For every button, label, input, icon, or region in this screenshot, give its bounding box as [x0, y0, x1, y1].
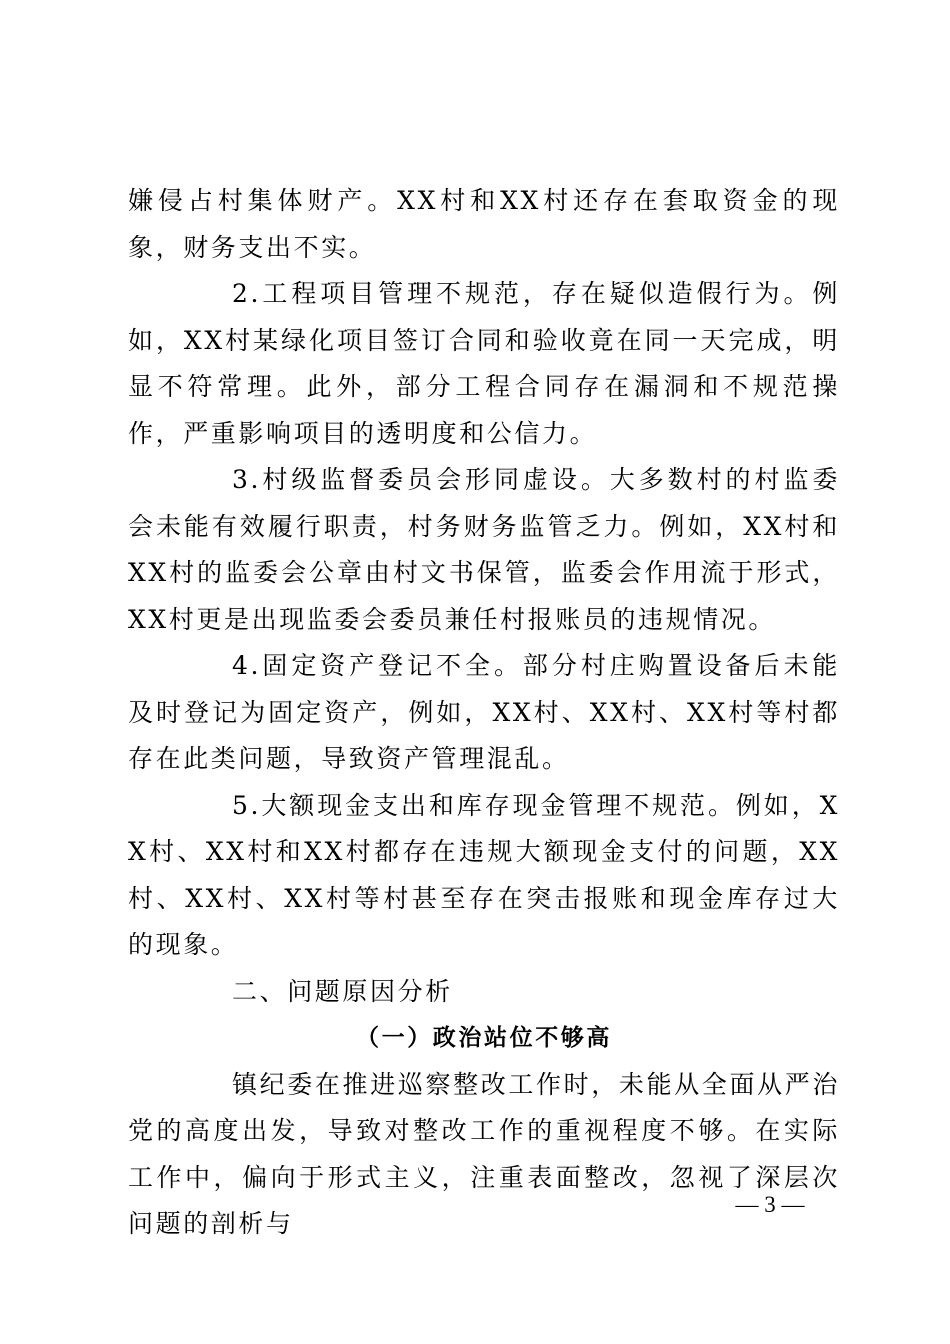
closing-paragraph: 镇纪委在推进巡察整改工作时，未能从全面从严治党的高度出发，导致对整改工作的重视程度不够。在实际工作中，偏向于形式主义，注重表面整改，忽视了深层次问题的剖析与: [128, 1069, 840, 1238]
page-number: — 3 —: [735, 1192, 805, 1217]
section-heading: 二、问题原因分析: [232, 976, 453, 1006]
paragraph-item-5: 5.大额现金支出和库存现金管理不规范。例如，XX村、XX村和XX村都存在违规大额现金支付的问题，XX村、XX村、XX村等村甚至存在突击报账和现金库存过大的现象。: [128, 790, 840, 959]
paragraph-item-2: 2.工程项目管理不规范，存在疑似造假行为。例如，XX村某绿化项目签订合同和验收竟在同一天完成，明显不符常理。此外，部分工程合同存在漏洞和不规范操作，严重影响项目的透明度和公信力。: [128, 279, 840, 448]
paragraph-continuation: 嫌侵占村集体财产。XX村和XX村还存在套取资金的现象，财务支出不实。: [128, 186, 840, 262]
paragraph-item-3: 3.村级监督委员会形同虚设。大多数村的村监委会未能有效履行职责，村务财务监管乏力。例如，XX村和XX村的监委会公章由村文书保管，监委会作用流于形式，XX村更是出现监委会委员兼任村报账员的违规情况。: [128, 465, 840, 634]
paragraph-item-4: 4.固定资产登记不全。部分村庄购置设备后未能及时登记为固定资产，例如，XX村、XX村、XX村等村都存在此类问题，导致资产管理混乱。: [128, 651, 840, 773]
subsection-heading: （一）政治站位不够高: [356, 1024, 612, 1051]
document-body: [128, 178, 840, 1248]
